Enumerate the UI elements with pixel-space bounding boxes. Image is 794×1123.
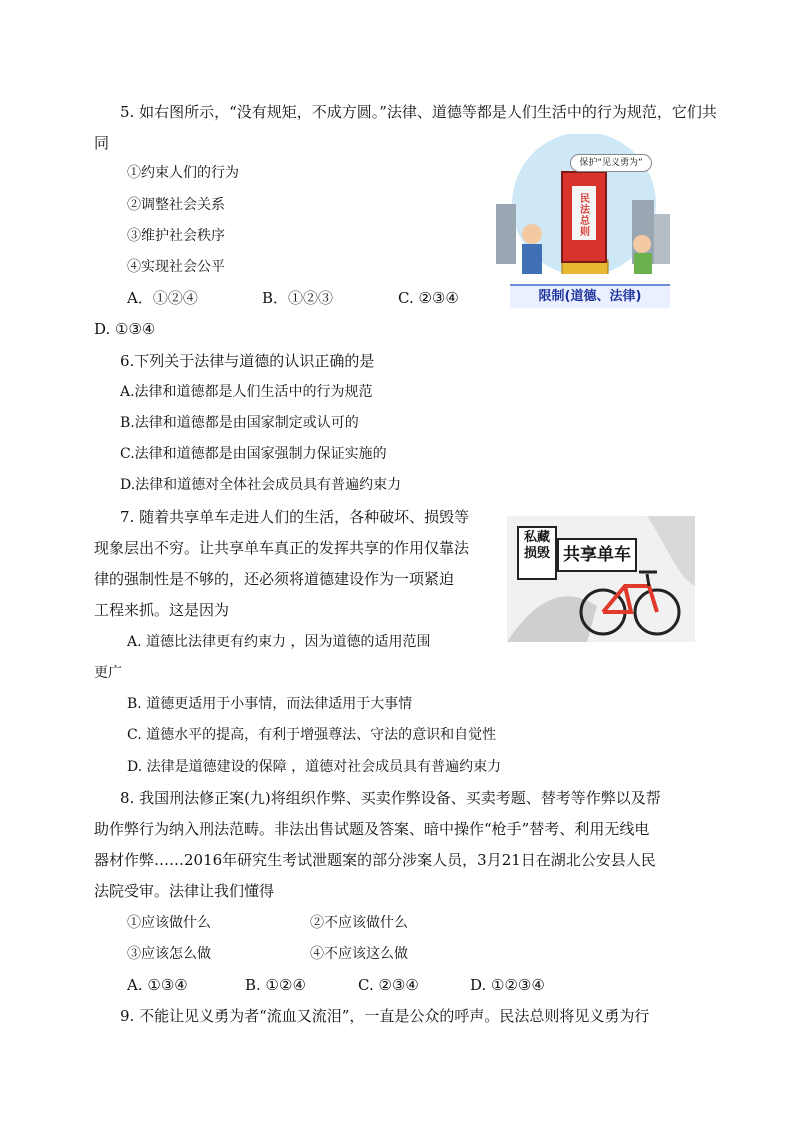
q8-option-a: A. ①③④ [127,976,188,994]
q5-speech-bubble: 保护“见义勇为” [570,154,652,172]
q9-stem-line-1: 9. 不能让见义勇为者“流血又流泪”，一直是公众的呼声。民法总则将见义勇为行 [120,1007,650,1025]
q6-option-b: B.法律和道德都是由国家制定或认可的 [120,415,359,431]
q8-item-3: ③应该怎么做 [127,946,211,962]
q5-item-2: ②调整社会关系 [127,197,225,213]
q8-stem-line-3: 器材作弊……2016年研究生考试泄题案的部分涉案人员，3月21日在湖北公安县人民 [94,851,656,869]
q6-option-c: C.法律和道德都是由国家强制力保证实施的 [120,446,387,462]
q7-option-a-line-2: 更广 [94,665,122,681]
q6-option-a: A.法律和道德都是人们生活中的行为规范 [120,384,373,400]
q7-stem-line-2: 现象层出不穷。让共享单车真正的发挥共享的作用仅靠法 [94,539,470,557]
q8-item-1: ①应该做什么 [127,915,211,931]
q7-banner-label: 共享单车 [557,538,637,572]
q5-option-d: D. ①③④ [94,320,156,338]
q7-option-d: D. 法律是道德建设的保障 ，道德对社会成员具有普遍约束力 [127,759,502,775]
q8-stem-line-2: 助作弊行为纳入刑法范畴。非法出售试题及答案、暗中操作“枪手”替考、利用无线电 [94,820,650,838]
q5-option-c: C. ②③④ [398,289,459,307]
q7-option-a-line-1: A. 道德比法律更有约束力 ，因为道德的适用范围 [127,634,431,650]
q5-cartoon-figure [492,134,674,310]
q7-option-b: B. 道德更适用于小事情，而法律适用于大事情 [127,696,413,712]
q8-stem-line-1: 8. 我国刑法修正案(九)将组织作弊、买卖作弊设备、买卖考题、替考等作弊以及帮 [120,789,661,807]
q5-item-4: ④实现社会公平 [127,259,225,275]
q5-stem-line-1: 5. 如右图所示，“没有规矩，不成方圆。”法律、道德等都是人们生活中的行为规范，它们共 [120,103,717,121]
q5-option-b: B．①②③ [262,289,334,307]
q7-stem-line-1: 7. 随着共享单车走进人们的生活，各种破坏、损毁等 [120,508,470,526]
q5-stem-line-2: 同 [94,134,110,152]
q6-option-d: D.法律和道德对全体社会成员具有普遍约束力 [120,477,402,493]
q8-item-2: ②不应该做什么 [310,915,408,931]
q8-option-b: B. ①②④ [245,976,306,994]
q8-stem-line-4: 法院受审。法律让我们懂得 [94,882,275,900]
q7-badge-label: 私藏损毁 [517,526,557,580]
q8-option-c: C. ②③④ [358,976,419,994]
q7-option-c: C. 道德水平的提高，有利于增强尊法、守法的意识和自觉性 [127,727,497,743]
q8-option-d: D. ①②③④ [470,976,545,994]
q8-item-4: ④不应该这么做 [310,946,408,962]
q5-item-1: ①约束人们的行为 [127,165,239,181]
q5-option-a: A．①②④ [127,289,198,307]
q5-item-3: ③维护社会秩序 [127,228,225,244]
q5-book-title: 民法总则 [580,194,590,238]
q6-stem: 6.下列关于法律与道德的认识正确的是 [120,352,375,370]
q7-stem-line-4: 工程来抓。这是因为 [94,601,230,619]
q5-figure-caption: 限制(道德、法律) [510,284,670,308]
q7-bike-figure [507,516,695,642]
q7-stem-line-3: 律的强制性是不够的，还必须将道德建设作为一项紧迫 [94,570,455,588]
